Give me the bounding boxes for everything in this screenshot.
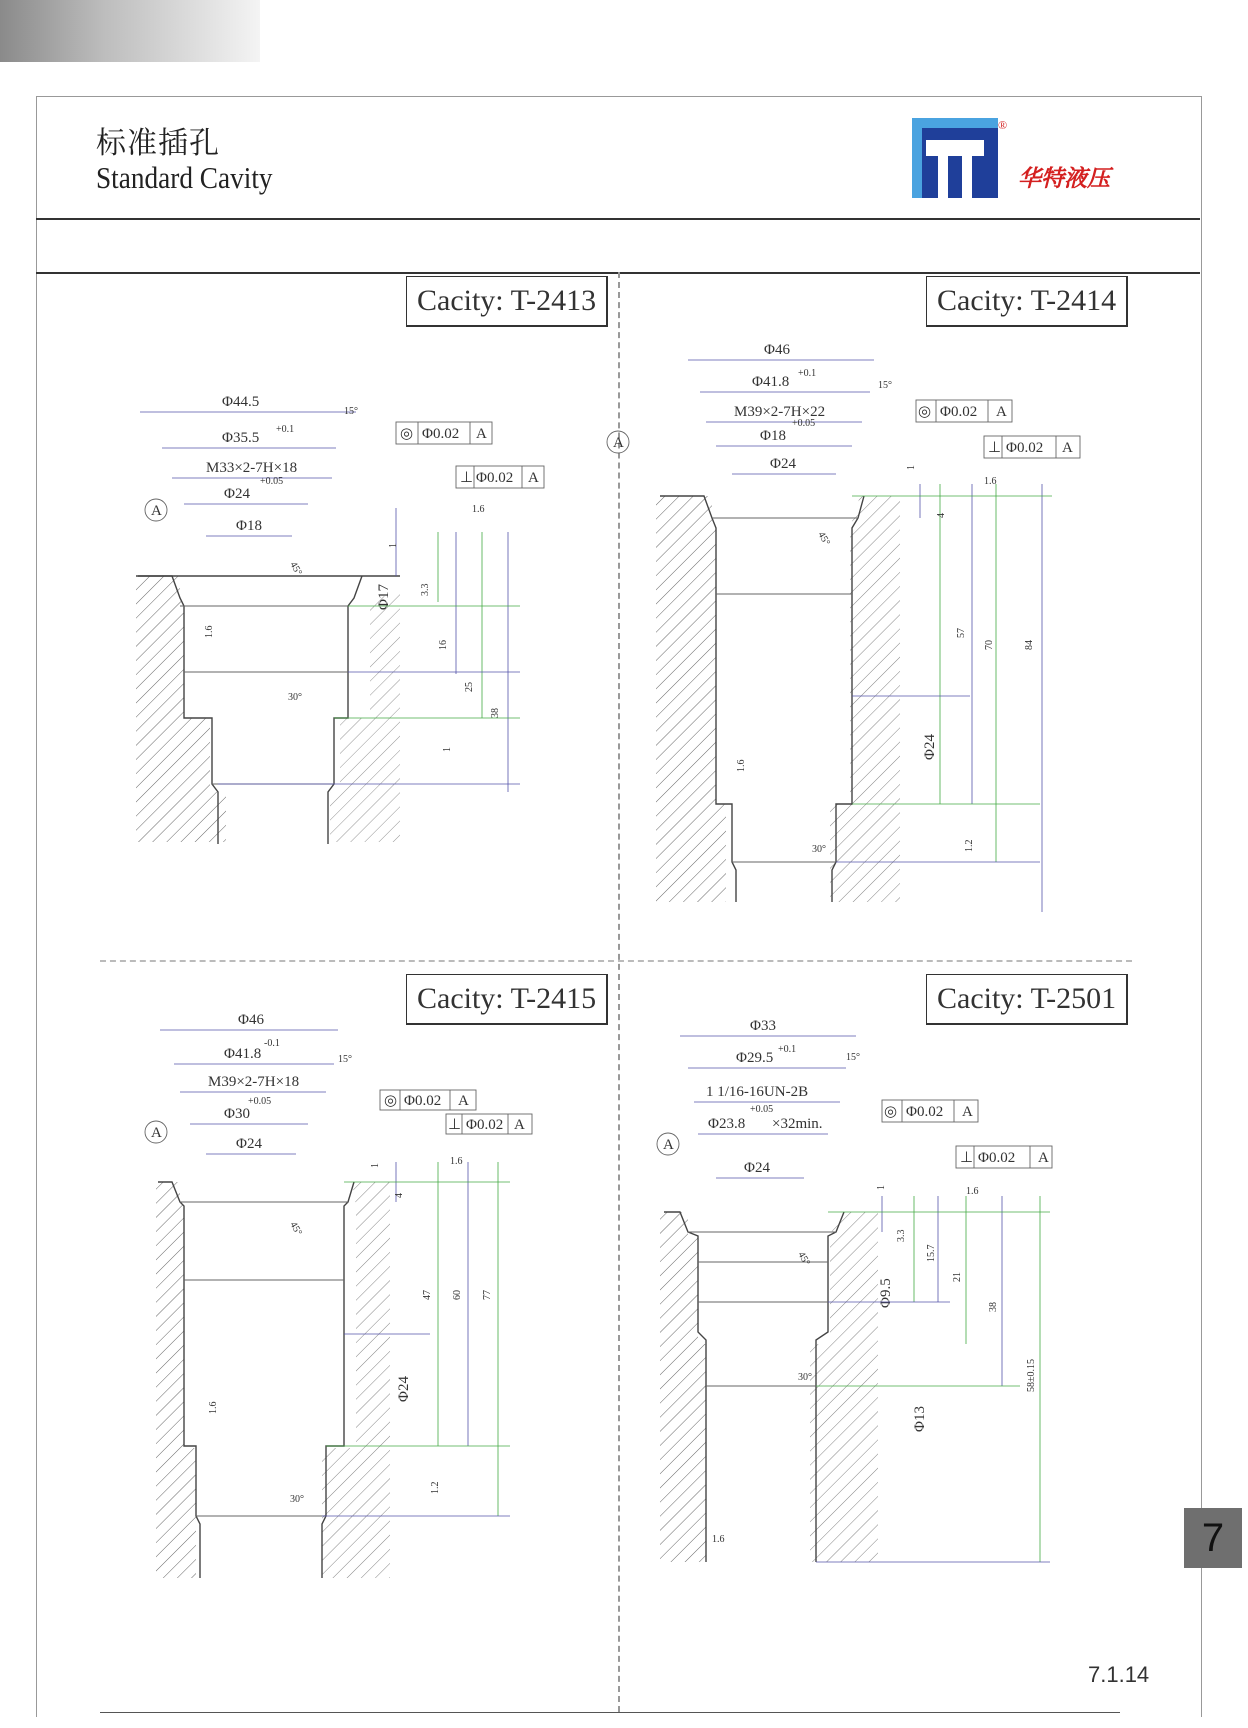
drawing-caption: Cacity: T-2414 [926,276,1128,327]
fcf-symbol: ◎ [884,1104,898,1120]
vertical-dim: 3.3 [896,1229,907,1242]
fcf-datum: A [528,470,539,486]
page-title-cn: 标准插孔 [96,126,220,161]
vertical-dim: 70 [984,640,995,650]
angle-label: 15° [344,406,358,417]
dim-label: Φ24 [236,1136,262,1152]
thread-label: M39×2-7H×22 [734,404,826,420]
drawing-caption: Cacity: T-2415 [406,974,608,1025]
fcf-symbol: ⊥ [448,1117,462,1133]
tolerance-label: +0.05 [260,476,284,487]
fcf-value: Φ0.02 [978,1150,1016,1166]
vertical-dim: 21 [952,1272,963,1282]
angle-label: 15° [846,1052,860,1063]
vertical-dim: 1 [906,465,917,470]
thread-label: M39×2-7H×18 [208,1074,300,1090]
roughness-label: 1.6 [450,1156,463,1167]
tolerance-label: +0.1 [778,1044,797,1055]
fcf-value: Φ0.02 [906,1104,944,1120]
fcf-symbol: ◎ [918,404,932,420]
fcf-symbol: ⊥ [960,1150,974,1166]
cavity-drawing-svg [100,272,618,960]
dim-label: Φ17 [376,584,392,610]
angle-label: 30° [798,1372,812,1383]
dim-label: Φ23.8 [708,1116,746,1132]
drawing-caption: Cacity: T-2501 [926,974,1128,1025]
vertical-dim: 15.7 [926,1244,937,1262]
cavity-drawing-svg [620,962,1132,1710]
angle-label: 45° [795,1250,812,1268]
dim-label: Φ35.5 [222,430,260,446]
roughness-label: 1.6 [984,476,997,487]
dim-label: Φ24 [396,1376,412,1402]
fcf-value: Φ0.02 [1006,440,1044,456]
dim-label: Φ13 [912,1406,928,1432]
dim-label: Φ29.5 [736,1050,774,1066]
dim-label: Φ44.5 [222,394,260,410]
roughness-label: 1.6 [736,759,747,772]
drawing-caption: Cacity: T-2413 [406,276,608,327]
angle-label: 30° [290,1494,304,1505]
vertical-dim: 58±0.15 [1026,1359,1037,1392]
fcf-value: Φ0.02 [404,1093,442,1109]
drawing-panel-t2413 [100,272,618,960]
fcf-symbol: ⊥ [460,470,474,486]
cavity-drawing-svg [613,272,1132,960]
dim-label: Φ30 [224,1106,250,1122]
datum-label: A [151,503,162,519]
angle-label: 45° [287,1220,304,1238]
tolerance-label: +0.05 [792,418,816,429]
angle-label: 45° [287,560,304,578]
tolerance-label: +0.1 [276,424,295,435]
roughness-label: 1.6 [208,1401,219,1414]
thread-label: M33×2-7H×18 [206,460,298,476]
fcf-value: Φ0.02 [940,404,978,420]
dim-label: Φ9.5 [878,1278,894,1308]
page-number-tab: 7 [1184,1508,1242,1568]
vertical-dim: 1 [442,747,453,752]
dim-label: Φ24 [922,734,938,760]
dim-label: Φ18 [760,428,786,444]
length-note: ×32min. [772,1116,823,1132]
fcf-datum: A [514,1117,525,1133]
vertical-dim: 1 [370,1163,381,1168]
vertical-dim: 1 [388,543,399,548]
brand-logo-icon [910,118,1000,198]
fcf-datum: A [962,1104,973,1120]
fcf-value: Φ0.02 [476,470,514,486]
vertical-dim: 1.2 [430,1481,441,1494]
angle-label: 15° [878,380,892,391]
dim-label: Φ46 [238,1012,264,1028]
header-divider [36,218,1200,220]
cavity-drawing-svg [100,962,618,1710]
roughness-label: 1.6 [966,1186,979,1197]
datum-label: A [151,1125,162,1141]
vertical-dim: 60 [452,1290,463,1300]
dim-label: Φ24 [224,486,250,502]
vertical-dim: 1.2 [964,839,975,852]
tolerance-label: +0.1 [798,368,817,379]
fcf-datum: A [1038,1150,1049,1166]
tolerance-label: -0.1 [264,1038,280,1049]
vertical-dim: 84 [1024,640,1035,650]
fcf-datum: A [458,1093,469,1109]
fcf-value: Φ0.02 [466,1117,504,1133]
page-reference: 7.1.14 [1088,1662,1150,1687]
vertical-dim: 3.3 [420,583,431,596]
vertical-dim: 4 [936,513,947,518]
registered-mark: ® [998,118,1008,132]
tolerance-label: +0.05 [750,1104,774,1115]
vertical-dim: 25 [464,682,475,692]
dim-label: Φ24 [744,1160,770,1176]
tolerance-label: +0.05 [248,1096,272,1107]
roughness-label: 1.6 [204,625,215,638]
vertical-dim: 38 [490,708,501,718]
vertical-dim: 16 [438,640,449,650]
thread-label: 1 1/16-16UN-2B [706,1084,809,1100]
brand-name: 华特液压 [1018,166,1110,192]
vertical-dim: 57 [956,628,967,638]
fcf-symbol: ◎ [384,1093,398,1109]
vertical-dim: 4 [394,1193,405,1198]
drawing-panel-t2414 [613,272,1132,960]
roughness-label: 1.6 [472,504,485,515]
drawing-panel-t2415 [100,962,618,1710]
dim-label: Φ18 [236,518,262,534]
fcf-datum: A [996,404,1007,420]
scan-shadow [0,0,260,62]
vertical-dim: 47 [422,1290,433,1300]
dim-label: Φ41.8 [752,374,790,390]
fcf-symbol: ◎ [400,426,414,442]
angle-label: 15° [338,1054,352,1065]
dim-label: Φ46 [764,342,790,358]
angle-label: 30° [812,844,826,855]
fcf-value: Φ0.02 [422,426,460,442]
dim-label: Φ33 [750,1018,776,1034]
vertical-dim: 77 [482,1290,493,1300]
footer-rule [100,1712,1120,1713]
fcf-datum: A [476,426,487,442]
roughness-label: 1.6 [712,1534,725,1545]
vertical-dim: 1 [876,1185,887,1190]
dim-label: Φ41.8 [224,1046,262,1062]
drawing-panel-t2501 [620,962,1132,1710]
fcf-datum: A [1062,440,1073,456]
vertical-dim: 38 [988,1302,999,1312]
page-title-en: Standard Cavity [96,160,273,195]
angle-label: 30° [288,692,302,703]
fcf-symbol: ⊥ [988,440,1002,456]
dim-label: Φ24 [770,456,796,472]
datum-label: A [663,1137,674,1153]
datum-label: A [613,435,624,451]
angle-label: 45° [815,530,832,548]
